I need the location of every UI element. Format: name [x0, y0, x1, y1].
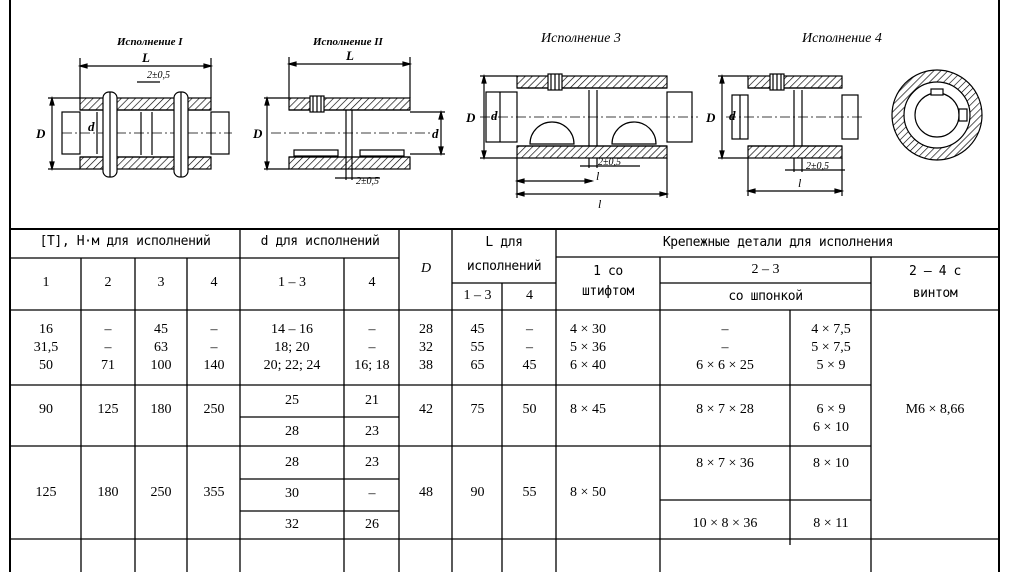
header-L-line1: L для: [485, 235, 523, 250]
header-torque-col-1: 1: [42, 275, 50, 290]
dim-l-3: l: [596, 169, 600, 183]
dim-gap-2: 2±0,5: [356, 176, 379, 187]
g2-t1: 90: [39, 402, 53, 417]
coupling-drawing-4: [718, 74, 865, 196]
header-torque-col-2: 2: [104, 275, 112, 290]
g3-D: 48: [419, 485, 433, 500]
dim-L-1: L: [142, 50, 150, 65]
g1-pin: 4 × 30 5 × 36 6 × 40: [570, 322, 606, 373]
dim-L-2: L: [346, 48, 354, 63]
g1-d4: – – 16; 18: [354, 322, 390, 373]
g1-t1: 16 31,5 50: [33, 322, 59, 373]
g3-d13-c: 32: [285, 517, 299, 532]
coupling-drawing-3: [480, 74, 698, 198]
dim-D-1: D: [36, 126, 46, 141]
g3-d4-c: 26: [365, 517, 379, 532]
g2-D: 42: [419, 402, 433, 417]
dim-d-1: d: [88, 119, 95, 134]
g2-pin: 8 × 45: [570, 402, 606, 417]
g2-key: 8 × 7 × 28: [696, 402, 754, 417]
header-torque-col-4: 4: [210, 275, 218, 290]
g3-t4: 355: [203, 485, 225, 500]
caption-variant-2: Исполнение II: [313, 36, 383, 48]
g2-key2: 6 × 9 6 × 10: [813, 402, 849, 435]
header-fast-2-3: 2 – 3: [751, 262, 780, 277]
g1-D: 28 32 38: [419, 322, 433, 373]
header-L-line2: исполнений: [466, 259, 542, 274]
g2-t2: 125: [97, 402, 119, 417]
g3-t2: 180: [97, 485, 119, 500]
dim-d-4: d: [729, 108, 736, 123]
dim-gap-4: 2±0,5: [806, 161, 829, 172]
dim-L-3: l: [598, 197, 602, 211]
dim-D-3: D: [466, 110, 476, 125]
header-torque: [T], Н·м для исполнений: [39, 234, 211, 249]
g1-L4: – – 45: [522, 322, 537, 373]
g2-t3: 180: [150, 402, 172, 417]
g3-d13-b: 30: [285, 486, 299, 501]
header-fast-1-line2: штифтом: [582, 284, 634, 299]
g1-t4: – – 140: [203, 322, 225, 373]
header-fasteners: Крепежные детали для исполнения: [662, 235, 894, 250]
header-d-col-1-3: 1 – 3: [278, 275, 306, 290]
header-fast-key: со шпонкой: [728, 289, 803, 304]
g3-t3: 250: [150, 485, 172, 500]
coupling-end-view: [892, 70, 982, 160]
g3-key2-a: 8 × 10: [813, 456, 849, 471]
header-fast-screw-line2: винтом: [912, 286, 958, 301]
coupling-drawing-1: [48, 58, 232, 177]
coupling-drawing-2: [264, 57, 445, 180]
g3-pin: 8 × 50: [570, 485, 606, 500]
header-L-col-1-3: 1 – 3: [463, 288, 492, 303]
g2-t4: 250: [203, 402, 225, 417]
g1-L13: 45 55 65: [470, 322, 485, 373]
caption-variant-1: Исполнение I: [117, 36, 183, 48]
g2-L13: 75: [470, 402, 485, 417]
dim-D-4: D: [706, 110, 716, 125]
header-d: d для исполнений: [260, 234, 380, 249]
g3-d4-b: –: [368, 486, 376, 501]
g2-d13-a: 25: [285, 393, 299, 408]
g3-L4: 55: [522, 485, 537, 500]
header-fast-1-line1: 1 со: [593, 264, 623, 279]
g3-t1: 125: [35, 485, 57, 500]
dim-d-3: d: [491, 108, 498, 123]
screw-spec: M6 × 8,66: [905, 402, 965, 417]
dim-gap-3: 2±0,5: [598, 157, 621, 168]
g1-key: – – 6 × 6 × 25: [696, 322, 754, 373]
header-fast-screw-line1: 2 – 4 с: [909, 264, 961, 279]
header-D: D: [420, 261, 432, 276]
g3-d4-a: 23: [365, 455, 379, 470]
header-L-col-4: 4: [526, 288, 533, 303]
g3-L13: 90: [470, 485, 485, 500]
g2-d4-a: 21: [365, 393, 379, 408]
g2-d13-b: 28: [285, 424, 299, 439]
dim-gap-1: 2±0,5: [147, 70, 170, 81]
g2-L4: 50: [522, 402, 537, 417]
g1-key2: 4 × 7,5 5 × 7,5 5 × 9: [811, 322, 851, 373]
dim-l-4: l: [798, 176, 802, 190]
g3-key-b: 10 × 8 × 36: [692, 516, 758, 531]
g1-d13: 14 – 16 18; 20 20; 22; 24: [263, 322, 321, 373]
g3-key-a: 8 × 7 × 36: [696, 456, 754, 471]
caption-variant-4: Исполнение 4: [802, 31, 882, 46]
dim-D-2: D: [253, 126, 263, 141]
header-torque-col-3: 3: [157, 275, 165, 290]
g1-t2: – – 71: [101, 322, 115, 373]
g3-d13-a: 28: [285, 455, 299, 470]
caption-variant-3: Исполнение 3: [541, 31, 621, 46]
g2-d4-b: 23: [365, 424, 379, 439]
dim-d-2: d: [432, 126, 439, 141]
g1-t3: 45 63 100: [150, 322, 172, 373]
g3-key2-b: 8 × 11: [813, 516, 849, 531]
header-d-col-4: 4: [368, 275, 376, 290]
